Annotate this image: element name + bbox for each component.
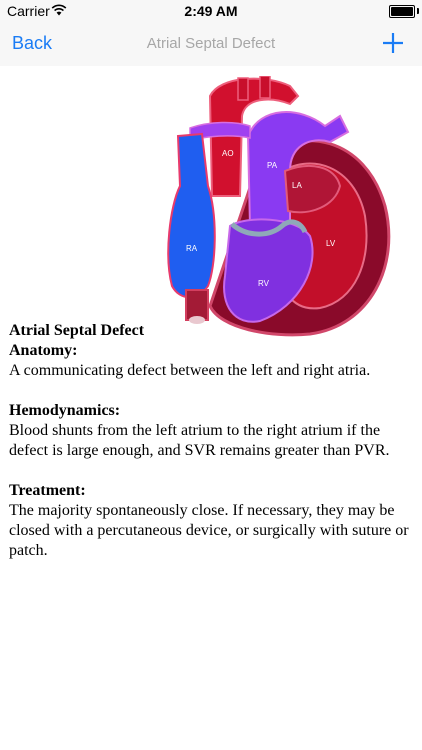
treatment-heading: Treatment: [9, 482, 86, 499]
label-ra: RA [186, 244, 198, 253]
spacer [9, 461, 414, 481]
status-time: 2:49 AM [184, 3, 238, 19]
nav-title: Atrial Septal Defect [146, 35, 276, 52]
navigation-bar [0, 22, 422, 66]
label-ao: AO [222, 149, 234, 158]
hemodynamics-text: Blood shunts from the left atrium to the right atrium if the defect is large enough, and SVR remains greater than PVR. [9, 422, 390, 459]
right-atrium [168, 134, 214, 297]
spacer [9, 381, 414, 401]
anatomy-heading: Anatomy: [9, 342, 78, 359]
label-la: LA [292, 181, 302, 190]
article-title: Atrial Septal Defect [9, 322, 145, 339]
aorta-branch-2 [260, 76, 270, 98]
heart-diagram [150, 76, 400, 338]
back-button[interactable]: Back [12, 33, 53, 53]
ivc [186, 290, 208, 320]
label-pa: PA [267, 161, 278, 170]
label-lv: LV [326, 239, 336, 248]
anatomy-text: A communicating defect between the left and right atria. [9, 362, 371, 379]
label-rv: RV [258, 279, 269, 288]
treatment-text: The majority spontaneously close. If necessary, they may be closed with a percutaneous device, or surgically with suture or patch. [9, 502, 409, 559]
aorta-branch-1 [238, 78, 248, 100]
article-body [9, 321, 414, 561]
plus-icon[interactable] [380, 30, 406, 56]
battery-icon [389, 5, 415, 18]
hemodynamics-heading: Hemodynamics: [9, 402, 121, 419]
status-bar [0, 0, 422, 22]
carrier-label: Carrier [7, 3, 50, 19]
battery-tip [417, 8, 419, 14]
